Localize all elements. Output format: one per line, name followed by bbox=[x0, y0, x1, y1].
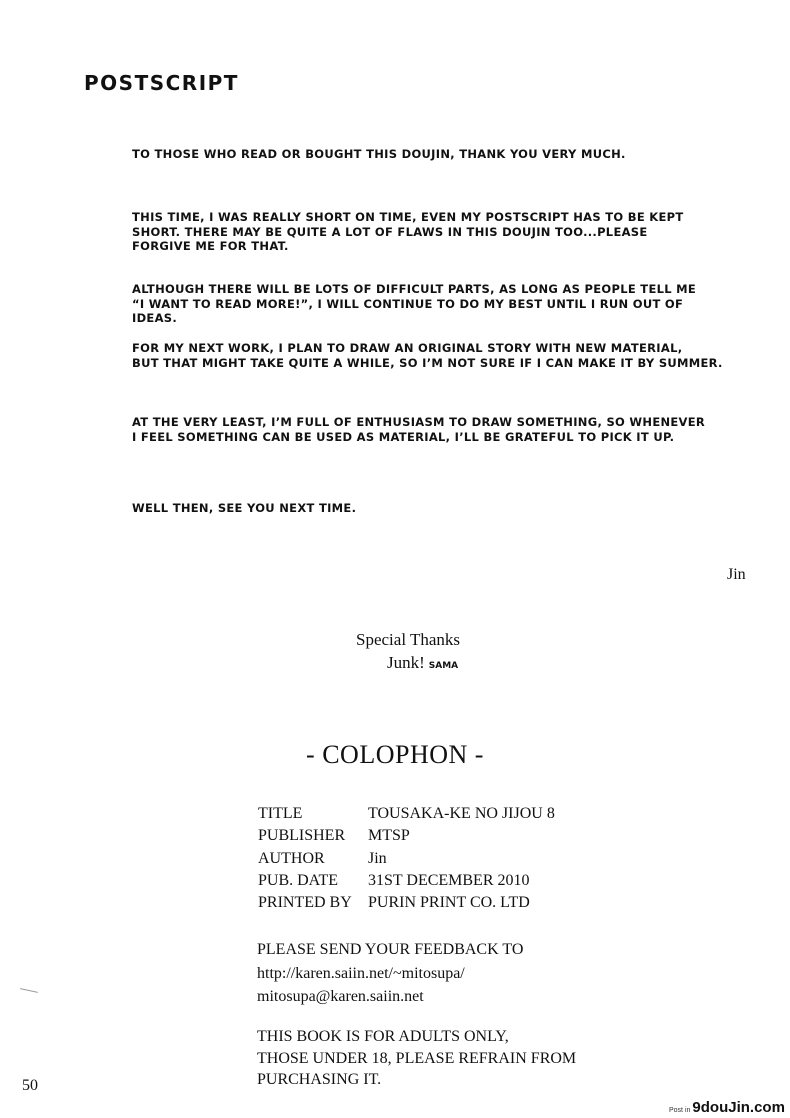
colophon-value: 31ST DECEMBER 2010 bbox=[368, 871, 530, 889]
text-line: “I WANT TO READ MORE!”, I WILL CONTINUE TO DO MY BEST UNTIL I RUN OUT OF bbox=[132, 296, 684, 311]
postscript-paragraph bbox=[132, 147, 772, 162]
postscript-paragraph bbox=[132, 415, 772, 444]
author-signature: Jin bbox=[727, 566, 746, 583]
notice-line: THIS BOOK IS FOR ADULTS ONLY, bbox=[257, 1028, 509, 1045]
text-line: I FEEL SOMETHING CAN BE USED AS MATERIAL, I’LL BE GRATEFUL TO PICK IT UP. bbox=[132, 429, 675, 444]
postscript-paragraph bbox=[132, 501, 772, 516]
scan-mark bbox=[20, 988, 38, 993]
colophon-row bbox=[258, 892, 555, 914]
postscript-paragraph bbox=[132, 282, 772, 326]
text-line: FORGIVE ME FOR THAT. bbox=[132, 239, 289, 253]
postscript-paragraph bbox=[132, 341, 772, 370]
colophon-label: PRINTED BY bbox=[258, 894, 352, 912]
colophon-label: PUB. DATE bbox=[258, 871, 339, 889]
colophon-label: PUBLISHER bbox=[258, 827, 346, 845]
feedback-url: http://karen.saiin.net/~mitosupa/ bbox=[257, 964, 465, 982]
colophon-value: PURIN PRINT CO. LTD bbox=[368, 894, 530, 912]
watermark-prefix: Post in bbox=[669, 1107, 691, 1114]
text-line: ALTHOUGH THERE WILL BE LOTS OF DIFFICULT PARTS, AS LONG AS PEOPLE TELL ME bbox=[132, 282, 697, 296]
text-line: SHORT. THERE MAY BE QUITE A LOT OF FLAWS IN THIS DOUJIN TOO...PLEASE bbox=[132, 224, 648, 239]
colophon-row bbox=[258, 803, 555, 825]
watermark-site: 9douJin.com bbox=[692, 1099, 785, 1116]
notice-line: PURCHASING IT. bbox=[257, 1071, 382, 1088]
site-watermark bbox=[669, 1099, 785, 1116]
special-thanks-line bbox=[387, 653, 458, 673]
postscript-heading: POSTSCRIPT bbox=[84, 71, 239, 95]
adult-notice bbox=[257, 1026, 576, 1091]
colophon-row bbox=[258, 870, 555, 892]
text-line: BUT THAT MIGHT TAKE QUITE A WHILE, SO I’M NOT SURE IF I CAN MAKE IT BY SUMMER. bbox=[132, 355, 723, 370]
colophon-value: TOUSAKA-KE NO JIJOU 8 bbox=[368, 805, 555, 822]
text-line: WELL THEN, SEE YOU NEXT TIME. bbox=[132, 501, 357, 515]
colophon-row bbox=[258, 825, 555, 847]
feedback-line: PLEASE SEND YOUR FEEDBACK TO bbox=[257, 941, 524, 958]
special-thanks-title: Special Thanks bbox=[356, 630, 461, 649]
feedback-email: mitosupa@karen.saiin.net bbox=[257, 988, 424, 1005]
text-line: FOR MY NEXT WORK, I PLAN TO DRAW AN ORIGINAL STORY WITH NEW MATERIAL, bbox=[132, 341, 683, 355]
colophon-value: MTSP bbox=[368, 827, 410, 845]
text-line: AT THE VERY LEAST, I’M FULL OF ENTHUSIASM TO DRAW SOMETHING, SO WHENEVER bbox=[132, 415, 706, 429]
notice-line: THOSE UNDER 18, PLEASE REFRAIN FROM bbox=[257, 1049, 577, 1067]
postscript-paragraph bbox=[132, 210, 772, 254]
colophon-title: - COLOPHON - bbox=[306, 740, 484, 769]
special-thanks-honorific: SAMA bbox=[428, 661, 459, 671]
colophon-label: TITLE bbox=[258, 805, 303, 822]
page-number: 50 bbox=[22, 1077, 38, 1094]
text-line: TO THOSE WHO READ OR BOUGHT THIS DOUJIN, THANK YOU VERY MUCH. bbox=[132, 147, 626, 161]
text-line: IDEAS. bbox=[132, 311, 178, 325]
colophon-label: AUTHOR bbox=[258, 849, 325, 867]
colophon-value: Jin bbox=[368, 849, 387, 867]
colophon-table bbox=[258, 803, 555, 914]
text-line: THIS TIME, I WAS REALLY SHORT ON TIME, EVEN MY POSTSCRIPT HAS TO BE KEPT bbox=[132, 210, 684, 224]
feedback-block bbox=[257, 938, 523, 1009]
colophon-row bbox=[258, 848, 555, 870]
special-thanks-name: Junk! bbox=[387, 653, 425, 672]
